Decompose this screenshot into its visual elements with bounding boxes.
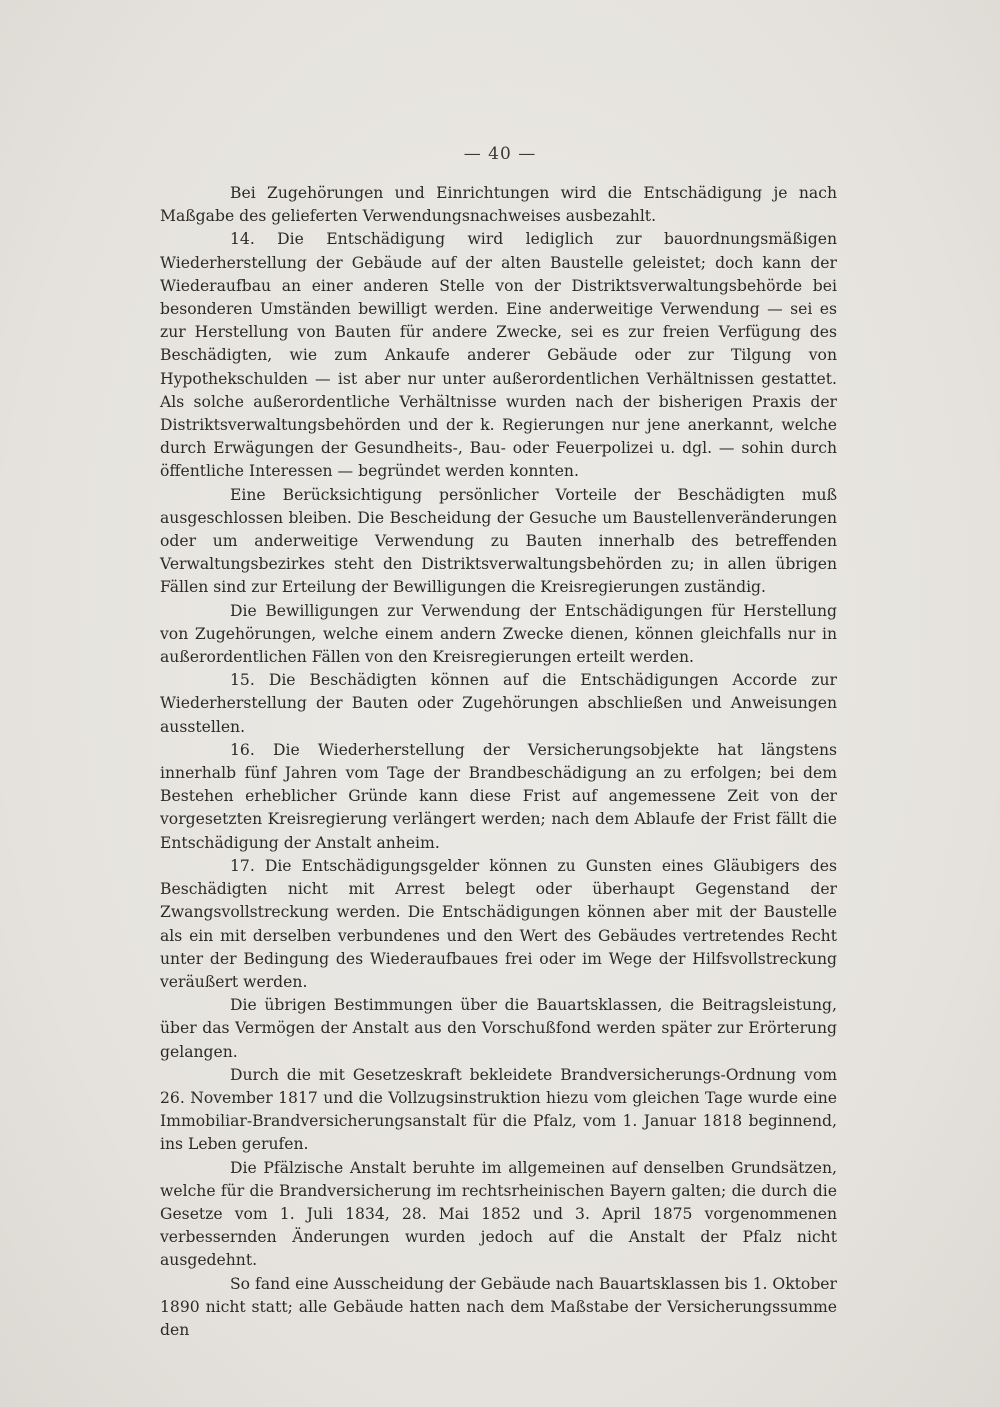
body-text: [160, 182, 837, 1342]
page-number: — 40 —: [463, 144, 537, 164]
paragraph: Durch die mit Gesetzeskraft bekleidete Brandversicherungs-Ordnung vom 26. November 1817 und die Vollzugsinstruktion hiezu vom gleichen Tage wurde eine Immobiliar-Brandversicherungsanstalt für die Pfalz, vom 1. Januar 1818 beginnend, ins Leben gerufen.: [160, 1065, 837, 1154]
paragraph: 17. Die Entschädigungsgelder können zu Gunsten eines Gläubigers des Beschädigten nicht mit Arrest belegt oder überhaupt Gegenstand der Zwangsvollstreckung werden. Die Entschädigungen können aber mit der Baustelle als ein mit derselben verbundenes und den Wert des Gebäudes vertretendes Recht unter der Bedingung des Wiederaufbaues frei oder im Wege der Hilfsvollstreckung veräußert werden.: [160, 856, 837, 991]
paragraph: Die Pfälzische Anstalt beruhte im allgemeinen auf denselben Grundsätzen, welche für die Brandversicherung im rechtsrheinischen Bayern galten; die durch die Gesetze vom 1. Juli 1834, 28. Mai 1852 und 3. April 1875 vorgenommenen verbessernden Änderungen wurden jedoch auf die Anstalt der Pfalz nicht ausgedehnt.: [160, 1158, 837, 1270]
paragraph: Die übrigen Bestimmungen über die Bauartsklassen, die Beitragsleistung, über das Vermögen der Anstalt aus den Vorschußfond werden später zur Erörterung gelangen.: [160, 996, 837, 1061]
paragraph: Eine Berücksichtigung persönlicher Vorteile der Beschädigten muß ausgeschlossen bleiben. Die Bescheidung der Gesuche um Baustellenveränderungen oder um anderweitige Verwendung zu Bauten innerhalb des betreffenden Verwaltungsbezirkes steht den Distriktsverwaltungsbehörden zu; in allen übrigen Fällen sind zur Erteilung der Bewilligungen die Kreisregierungen zuständig.: [160, 485, 837, 597]
paragraph: 16. Die Wiederherstellung der Versicherungsobjekte hat längstens innerhalb fünf Jahren vom Tage der Brandbeschädigung an zu erfolgen; bei dem Bestehen erheblicher Gründe kann diese Frist auf angemessene Zeit von der vorgesetzten Kreisregierung verlängert werden; nach dem Ablaufe der Frist fällt die Entschädigung der Anstalt anheim.: [160, 740, 837, 852]
paragraph: So fand eine Ausscheidung der Gebäude nach Bauartsklassen bis 1. Oktober 1890 nicht statt; alle Gebäude hatten nach dem Maßstabe der Versicherungssumme den: [160, 1274, 837, 1339]
paragraph: 15. Die Beschädigten können auf die Entschädigungen Accorde zur Wiederherstellung der Bauten oder Zugehörungen abschließen und Anweisungen ausstellen.: [160, 671, 837, 736]
paragraph: Die Bewilligungen zur Verwendung der Entschädigungen für Herstellung von Zugehörungen, welche einem andern Zwecke dienen, können gleichfalls nur in außerordentlichen Fällen von den Kreisregierungen erteilt werden.: [160, 601, 837, 667]
paragraph: Bei Zugehörungen und Einrichtungen wird die Entschädigung je nach Maßgabe des gelieferten Verwendungsnachweises ausbezahlt.: [160, 184, 837, 226]
paragraph: 14. Die Entschädigung wird lediglich zur bauordnungsmäßigen Wiederherstellung der Gebäude auf der alten Baustelle geleistet; doch kann der Wiederaufbau an einer anderen Stelle von der Distriktsverwaltungsbehörde bei besonderen Umständen bewilligt werden. Eine anderweitige Verwendung — sei es zur Herstellung von Bauten für andere Zwecke, sei es zur freien Verfügung des Beschädigten, wie zum Ankaufe anderer Gebäude oder zur Tilgung von Hypothekschulden — ist aber nur unter außerordentlichen Verhältnissen gestattet. Als solche außerordentliche Verhältnisse wurden nach der bisherigen Praxis der Distriktsverwaltungsbehörden und der k. Regierungen nur jene anerkannt, welche durch Erwägungen der Gesundheits-, Bau- oder Feuerpolizei u. dgl. — sohin durch öffentliche Interessen — begründet werden konnten.: [160, 230, 837, 481]
